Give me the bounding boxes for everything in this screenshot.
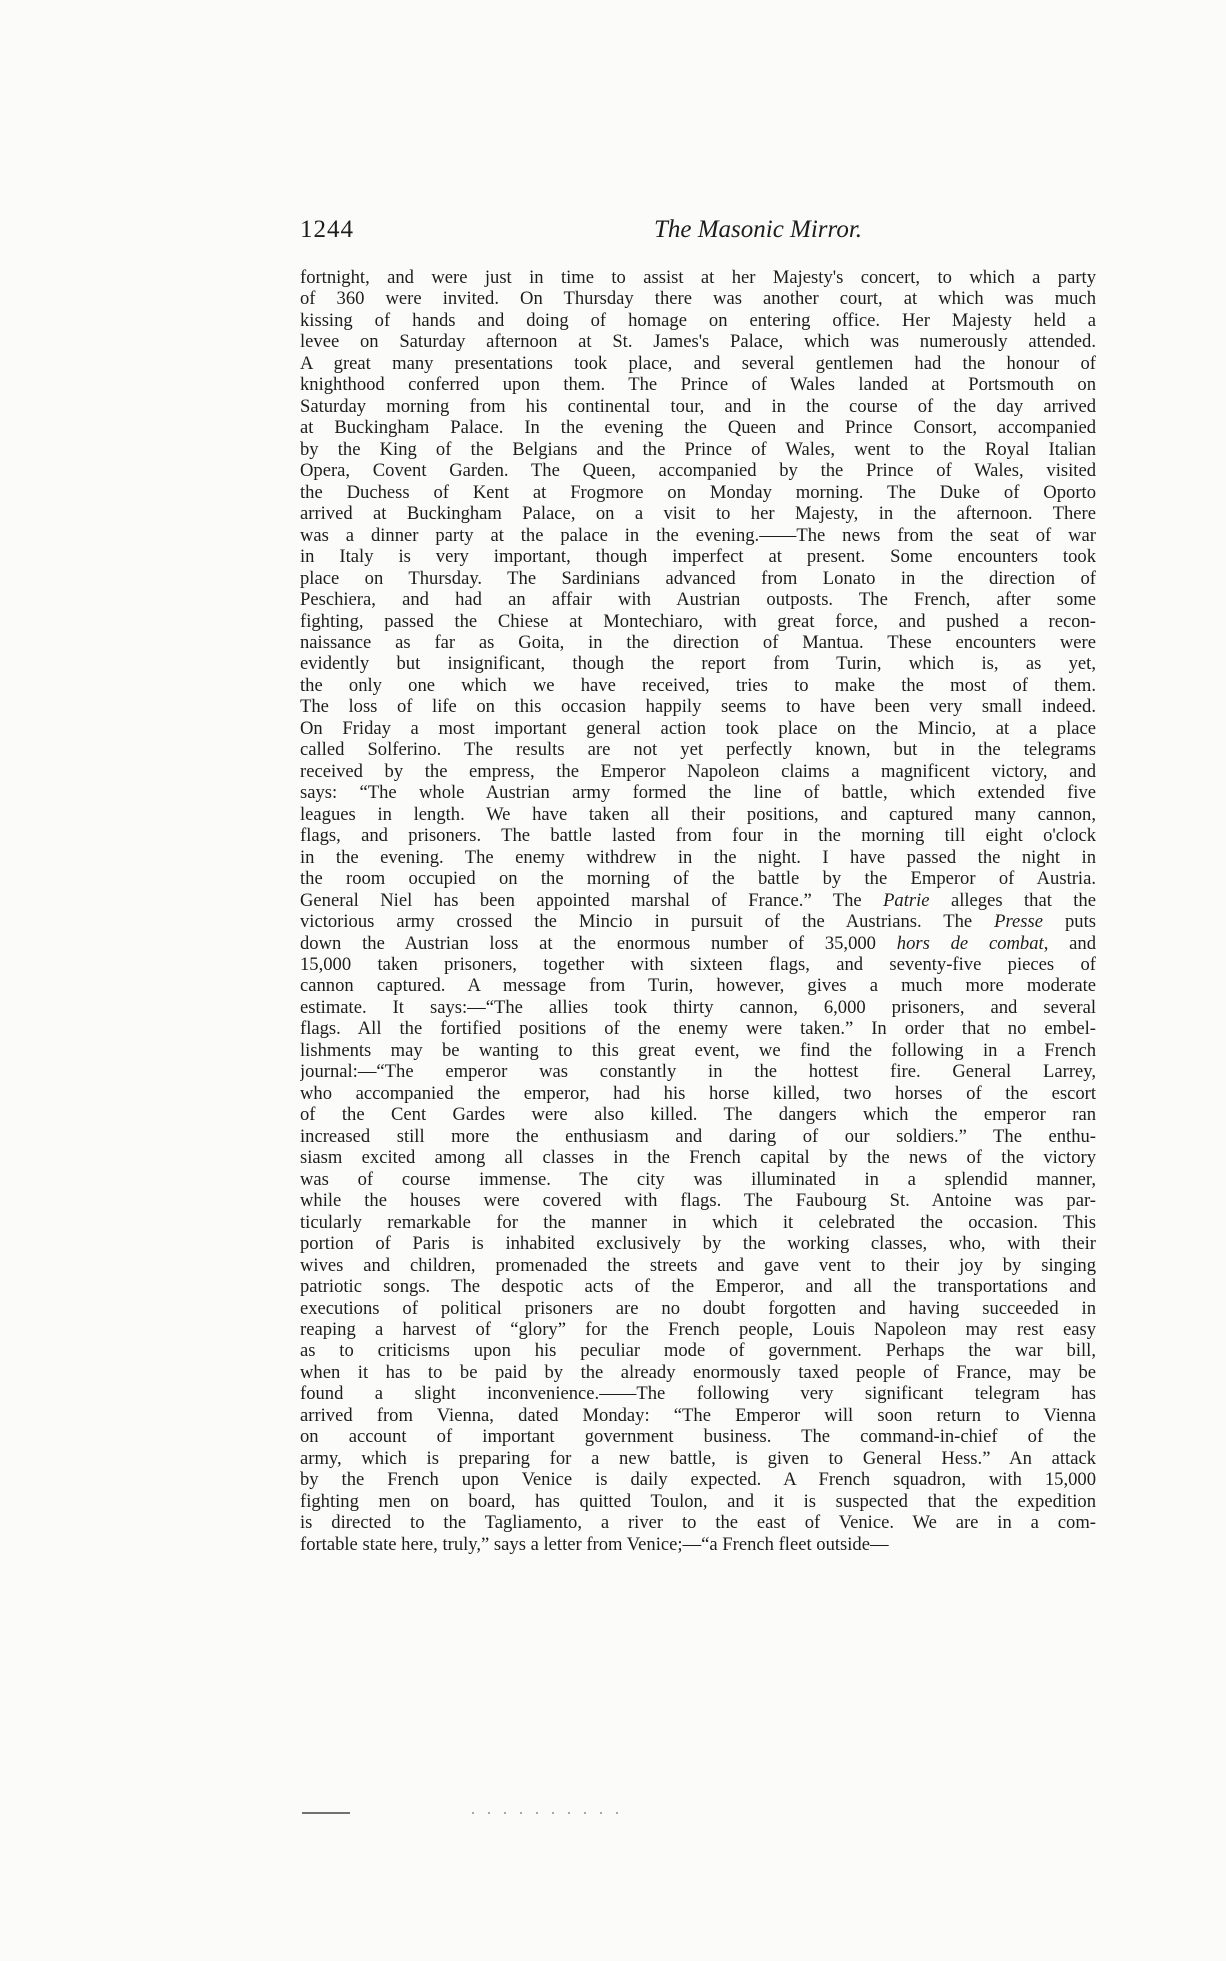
text-line: levee on Saturday afternoon at St. James's Palace, which was numerously attended.	[300, 331, 1096, 353]
text-line: fortable state here, truly,” says a letter from Venice;—“a French fleet outside—	[300, 1533, 889, 1555]
text-line: the room occupied on the morning of the battle by the Emperor of Austria.	[300, 868, 1096, 890]
text-line: was a dinner party at the palace in the evening.——The news from the seat of war	[300, 524, 1096, 546]
text-line: found a slight inconvenience.——The following very significant telegram has	[300, 1383, 1096, 1405]
text-line: army, which is preparing for a new battle, is given to General Hess.” An attack	[300, 1447, 1096, 1469]
text-line: fighting, passed the Chiese at Montechiaro, with great force, and pushed a recon-	[300, 610, 1096, 632]
text-line: says: “The whole Austrian army formed the line of battle, which extended five	[300, 782, 1096, 804]
text-line: Opera, Covent Garden. The Queen, accompanied by the Prince of Wales, visited	[300, 460, 1096, 482]
text-line: flags. All the fortified positions of the enemy were taken.” In order that no embel-	[300, 1018, 1096, 1040]
text-line: the only one which we have received, tries to make the most of them.	[300, 674, 1096, 696]
text-line: received by the empress, the Emperor Napoleon claims a magnificent victory, and	[300, 760, 1096, 782]
text-line: Peschiera, and had an affair with Austrian outposts. The French, after some	[300, 589, 1096, 611]
article-body	[300, 267, 1096, 1555]
text-line: reaping a harvest of “glory” for the French people, Louis Napoleon may rest easy	[300, 1318, 1096, 1340]
text-line: at Buckingham Palace. In the evening the Queen and Prince Consort, accompanied	[300, 417, 1096, 439]
running-title-wrapper	[300, 216, 1096, 244]
text-line: 15,000 taken prisoners, together with sixteen flags, and seventy-five pieces of	[300, 954, 1096, 975]
text-line: victorious army crossed the Mincio in pursuit of the Austrians. The Presse puts	[300, 911, 1096, 933]
text-line: portion of Paris is inhabited exclusively by the working classes, who, with their	[300, 1233, 1096, 1255]
text-line: cannon captured. A message from Turin, however, gives a much more moderate	[300, 975, 1096, 997]
text-line: evidently but insignificant, though the report from Turin, which is, as yet,	[300, 653, 1096, 675]
text-line: naissance as far as Goita, in the direction of Mantua. These encounters were	[300, 631, 1096, 653]
text-line: called Solferino. The results are not yet perfectly known, but in the telegrams	[300, 739, 1096, 761]
text-line: as to criticisms upon his peculiar mode of government. Perhaps the war bill,	[300, 1340, 1096, 1362]
text-line: flags, and prisoners. The battle lasted from four in the morning till eight o'clock	[300, 825, 1096, 847]
text-line: The loss of life on this occasion happily seems to have been very small indeed.	[300, 696, 1096, 718]
text-line: of 360 were invited. On Thursday there was another court, at which was much	[300, 288, 1096, 310]
text-line: patriotic songs. The despotic acts of the Emperor, and all the transportations and	[300, 1276, 1096, 1298]
text-line: by the French upon Venice is daily expected. A French squadron, with 15,000	[300, 1469, 1096, 1491]
text-line: A great many presentations took place, and several gentlemen had the honour of	[300, 352, 1096, 374]
text-line: on account of important government business. The command-in-chief of the	[300, 1426, 1096, 1448]
text-line: fortnight, and were just in time to assist at her Majesty's concert, to which a party	[300, 267, 1096, 288]
footer-rule	[302, 1811, 622, 1815]
text-line: who accompanied the emperor, had his horse killed, two horses of the escort	[300, 1082, 1096, 1104]
text-line: of the Cent Gardes were also killed. The dangers which the emperor ran	[300, 1104, 1096, 1126]
text-line: General Niel has been appointed marshal of France.” The Patrie alleges that the	[300, 889, 1096, 911]
text-line: was of course immense. The city was illuminated in a splendid manner,	[300, 1168, 1096, 1190]
text-line: the Duchess of Kent at Frogmore on Monday morning. The Duke of Oporto	[300, 481, 1096, 503]
text-line: Saturday morning from his continental tour, and in the course of the day arrived	[300, 395, 1096, 417]
text-line: arrived from Vienna, dated Monday: “The Emperor will soon return to Vienna	[300, 1404, 1096, 1426]
text-line: ticularly remarkable for the manner in which it celebrated the occasion. This	[300, 1211, 1096, 1233]
text-line: while the houses were covered with flags. The Faubourg St. Antoine was par-	[300, 1190, 1096, 1212]
text-line: when it has to be paid by the already enormously taxed people of France, may be	[300, 1361, 1096, 1383]
text-line: estimate. It says:—“The allies took thirty cannon, 6,000 prisoners, and several	[300, 996, 1096, 1018]
running-title: The Masonic Mirror.	[653, 216, 863, 243]
text-line: executions of political prisoners are no doubt forgotten and having succeeded in	[300, 1297, 1096, 1319]
text-line: in Italy is very important, though imperfect at present. Some encounters took	[300, 546, 1096, 568]
page-number: 1244	[300, 216, 354, 243]
text-line: increased still more the enthusiasm and daring of our soldiers.” The enthu-	[300, 1125, 1096, 1147]
text-line: On Friday a most important general action took place on the Mincio, at a place	[300, 717, 1096, 739]
text-line: lishments may be wanting to this great event, we find the following in a French	[300, 1039, 1096, 1061]
text-line: place on Thursday. The Sardinians advanced from Lonato in the direction of	[300, 567, 1096, 589]
text-line: fighting men on board, has quitted Toulon, and it is suspected that the expedition	[300, 1490, 1096, 1512]
text-line: siasm excited among all classes in the French capital by the news of the victory	[300, 1147, 1096, 1169]
text-line: journal:—“The emperor was constantly in the hottest fire. General Larrey,	[300, 1061, 1096, 1083]
page-header	[300, 216, 1096, 250]
text-line: knighthood conferred upon them. The Prince of Wales landed at Portsmouth on	[300, 374, 1096, 396]
text-line: down the Austrian loss at the enormous number of 35,000 hors de combat, and	[300, 932, 1096, 954]
text-line: kissing of hands and doing of homage on entering office. Her Majesty held a	[300, 309, 1096, 331]
text-line: arrived at Buckingham Palace, on a visit to her Majesty, in the afternoon. There	[300, 503, 1096, 525]
text-line: by the King of the Belgians and the Prince of Wales, went to the Royal Italian	[300, 438, 1096, 460]
text-line: in the evening. The enemy withdrew in the night. I have passed the night in	[300, 846, 1096, 868]
text-line: is directed to the Tagliamento, a river to the east of Venice. We are in a com-	[300, 1512, 1096, 1534]
text-line: wives and children, promenaded the streets and gave vent to their joy by singing	[300, 1254, 1096, 1276]
text-line: leagues in length. We have taken all their positions, and captured many cannon,	[300, 803, 1096, 825]
